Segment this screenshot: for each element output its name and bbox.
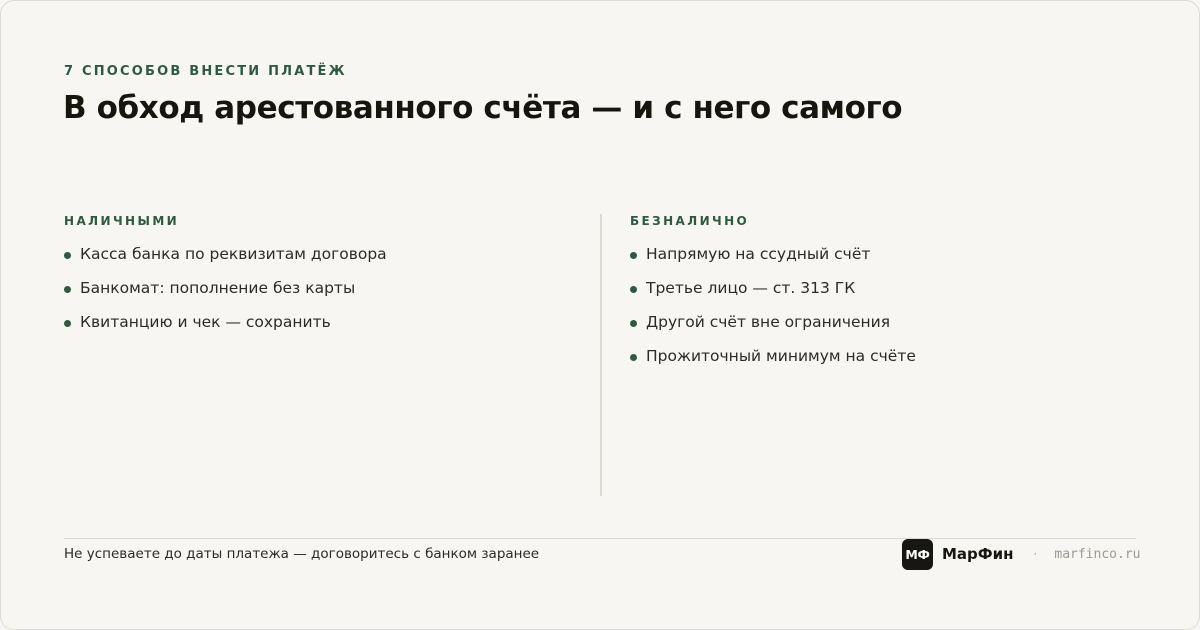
list-item-label: Напрямую на ссудный счёт <box>646 245 871 263</box>
list-item <box>630 313 1110 347</box>
bullet-dot-icon <box>64 286 71 293</box>
bullet-dot-icon <box>630 320 637 327</box>
list-item <box>64 245 544 279</box>
bullet-dot-icon <box>64 320 71 327</box>
marfin-logo: МФ <box>902 539 933 570</box>
column-cash <box>64 214 544 347</box>
list-item-label: Прожиточный минимум на счёте <box>646 347 916 365</box>
brand-block <box>902 538 1140 570</box>
column-cashless <box>630 214 1110 381</box>
list-cashless <box>630 245 1110 381</box>
bullet-dot-icon <box>630 252 637 259</box>
list-item <box>64 313 544 347</box>
column-divider <box>600 214 602 496</box>
list-item <box>630 347 1110 381</box>
list-item <box>630 279 1110 313</box>
bullet-dot-icon <box>630 286 637 293</box>
list-item-label: Другой счёт вне ограничения <box>646 313 891 331</box>
list-item <box>630 245 1110 279</box>
list-item-label: Банкомат: пополнение без карты <box>80 279 356 297</box>
list-item-label: Третье лицо — ст. 313 ГК <box>646 279 856 297</box>
bullet-dot-icon <box>64 252 71 259</box>
bullet-dot-icon <box>630 354 637 361</box>
list-item-label: Касса банка по реквизитам договора <box>80 245 387 263</box>
brand-name: МарФин <box>942 545 1014 563</box>
column-heading-cash: НАЛИЧНЫМИ <box>64 214 180 228</box>
page-title: В обход арестованного счёта — и с него самого <box>63 90 903 126</box>
eyebrow-label: 7 СПОСОБОВ ВНЕСТИ ПЛАТЁЖ <box>64 64 347 79</box>
list-item <box>64 279 544 313</box>
list-cash <box>64 245 544 347</box>
list-item-label: Квитанцию и чек — сохранить <box>80 313 331 331</box>
separator-dot: · <box>1033 547 1038 561</box>
footer-note: Не успеваете до даты платежа — договоритесь с банком заранее <box>64 546 540 562</box>
site-url: marfinco.ru <box>1054 546 1141 562</box>
column-heading-cashless: БЕЗНАЛИЧНО <box>630 214 750 228</box>
